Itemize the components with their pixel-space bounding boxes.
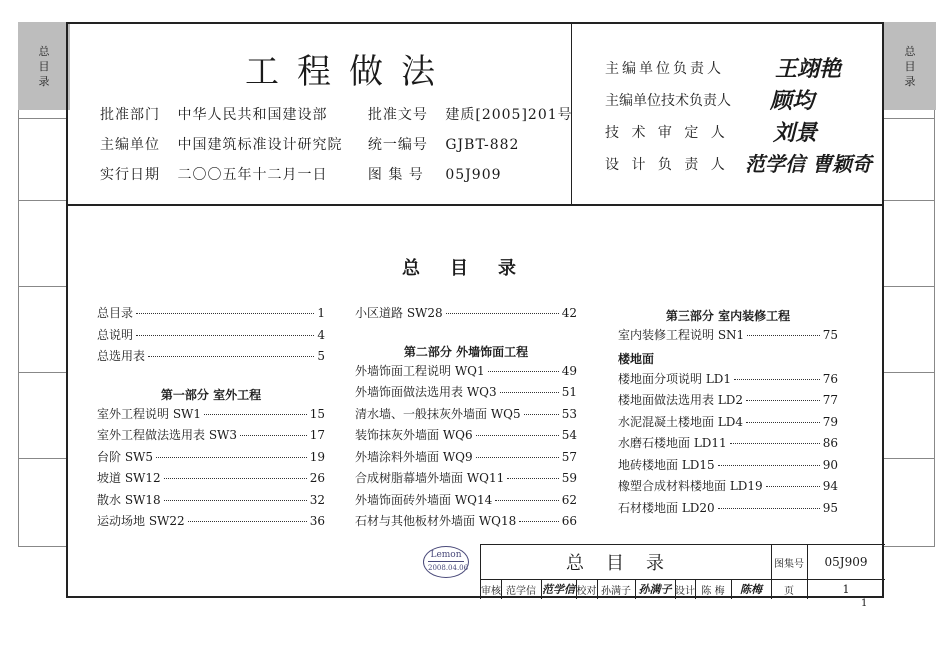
toc-entry[interactable] — [618, 456, 838, 478]
footer-page-number: 1 — [861, 598, 868, 609]
leader-dots — [476, 435, 559, 436]
side-guide-line — [18, 200, 66, 201]
leader-dots — [730, 443, 820, 444]
side-tab-char: 录 — [38, 74, 50, 88]
document-title: 工程做法 — [245, 52, 453, 92]
side-tab-char: 录 — [904, 74, 916, 88]
page-number: 1 — [842, 582, 850, 596]
leader-dots — [188, 521, 307, 522]
signature: 刘景 — [773, 120, 818, 146]
approval-meta — [100, 104, 573, 194]
side-tab-right — [884, 22, 936, 110]
leader-dots — [507, 478, 558, 479]
role-label: 主编单位负责人 — [605, 61, 724, 77]
toc-entry[interactable] — [355, 405, 577, 427]
toc-entry-page: 32 — [309, 492, 325, 507]
spacer — [355, 326, 577, 338]
toc-entry-page: 66 — [561, 514, 577, 528]
toc-entry[interactable] — [618, 391, 838, 413]
toc-entry-title: 外墙涂料外墙面 WQ9 — [355, 449, 473, 464]
designer-name: 陈 梅 — [701, 585, 725, 597]
meta-label: 图 集 号 — [367, 167, 424, 183]
leader-dots — [164, 500, 307, 501]
side-tab-left — [18, 22, 70, 110]
toc-entry-page: 17 — [309, 428, 325, 442]
leader-dots — [148, 356, 314, 357]
leader-dots — [136, 335, 314, 336]
checker-name: 孙满子 — [601, 585, 631, 597]
meta-value: 中国建筑标准设计研究院 — [177, 137, 343, 153]
signature: 顾均 — [770, 88, 815, 114]
meta-value: GJBT-882 — [445, 137, 520, 153]
toc-entry-title: 水泥混凝土楼地面 LD4 — [618, 414, 744, 429]
section-heading: 第二部分 外墙饰面工程 — [403, 344, 529, 359]
toc-entry-page: 5 — [317, 349, 325, 363]
toc-entry[interactable] — [97, 448, 325, 470]
side-guide-line — [884, 200, 934, 201]
side-guide-line — [18, 118, 66, 119]
leader-dots — [766, 486, 820, 487]
toc-entry-page: 95 — [822, 500, 838, 515]
stamp-date: 2008.04.06 — [428, 561, 464, 574]
toc-entry-page: 54 — [561, 428, 577, 442]
toc-entry-title: 室外工程说明 SW1 — [97, 406, 202, 421]
toc-entry[interactable] — [618, 413, 838, 435]
side-tab-char: 目 — [38, 59, 50, 73]
toc-entry-page: 77 — [822, 393, 838, 407]
toc-entry-title: 运动场地 SW22 — [97, 514, 185, 528]
meta-label: 实行日期 — [100, 167, 160, 183]
leader-dots — [500, 392, 559, 393]
toc-title: 总目录 — [402, 258, 546, 279]
role-label: 主编单位技术负责人 — [605, 93, 731, 109]
toc-entry-page: 49 — [561, 363, 577, 378]
toc-entry-title: 总目录 — [97, 306, 134, 320]
side-guide-line — [18, 458, 66, 459]
toc-entry-page: 62 — [561, 492, 577, 507]
toc-entry-page: 79 — [822, 414, 838, 429]
toc-entry[interactable] — [97, 469, 325, 491]
toc-entry[interactable] — [355, 426, 577, 448]
toc-entry[interactable] — [618, 477, 838, 499]
toc-entry-title: 石材楼地面 LD20 — [618, 500, 715, 515]
role-row — [605, 58, 875, 90]
toc-entry-title: 散水 SW18 — [97, 492, 161, 507]
review-label: 审核 — [481, 585, 501, 597]
toc-column-3 — [618, 302, 838, 520]
side-guide-line — [18, 372, 66, 373]
role-row — [605, 90, 875, 122]
stamp-name: Lemon — [430, 550, 462, 560]
leader-dots — [156, 457, 307, 458]
leader-dots — [476, 457, 559, 458]
toc-entry-page: 75 — [822, 328, 838, 342]
toc-entry-page: 36 — [309, 514, 325, 528]
header-divider — [66, 204, 884, 206]
meta-row — [100, 104, 573, 134]
toc-entry-page: 53 — [561, 406, 577, 421]
toc-entry[interactable] — [97, 491, 325, 513]
leader-dots — [136, 313, 314, 314]
toc-entry-title: 台阶 SW5 — [97, 449, 154, 464]
subsection-heading: 楼地面 — [618, 351, 655, 366]
toc-entry[interactable] — [355, 512, 577, 534]
role-label: 技 术 审 定 人 — [605, 125, 729, 141]
toc-entry-page: 51 — [561, 385, 577, 399]
page-label: 页 — [784, 585, 794, 597]
toc-entry-title: 室内装修工程说明 SN1 — [618, 328, 745, 342]
leader-dots — [746, 400, 820, 401]
section-heading: 第一部分 室外工程 — [160, 387, 262, 402]
leader-dots — [164, 478, 307, 479]
toc-entry-page: 90 — [822, 457, 838, 472]
toc-entry-title: 合成树脂幕墙外墙面 WQ11 — [355, 471, 505, 485]
toc-entry-title: 外墙饰面工程说明 WQ1 — [355, 363, 485, 378]
toc-entry-page: 4 — [317, 327, 325, 342]
side-guide-line — [884, 546, 934, 547]
toc-entry[interactable] — [355, 304, 577, 326]
designer-signature: 陈梅 — [740, 583, 762, 596]
side-guide-line — [884, 286, 934, 287]
side-guide-line — [934, 110, 935, 547]
leader-dots — [524, 414, 559, 415]
toc-entry[interactable] — [355, 448, 577, 470]
leader-dots — [718, 465, 820, 466]
toc-entry-title: 总选用表 — [97, 349, 146, 363]
meta-label: 统一编号 — [367, 137, 428, 153]
meta-value: 二〇〇五年十二月一日 — [177, 167, 328, 183]
meta-row — [100, 164, 573, 194]
toc-entry-page: 1 — [317, 306, 325, 320]
check-label: 校对 — [576, 585, 597, 597]
signature: 范学信 曹颖奇 — [745, 152, 872, 176]
leader-dots — [495, 500, 558, 501]
toc-entry[interactable] — [97, 512, 325, 534]
toc-entry-title: 外墙饰面砖外墙面 WQ14 — [355, 492, 493, 507]
toc-entry-title: 总说明 — [97, 327, 134, 342]
leader-dots — [747, 335, 820, 336]
side-guide-line — [884, 372, 934, 373]
toc-entry-title: 楼地面做法选用表 LD2 — [618, 393, 744, 407]
leader-dots — [240, 435, 307, 436]
sheet-title: 总目录 — [566, 553, 686, 574]
toc-entry[interactable] — [97, 426, 325, 448]
toc-entry-page: 94 — [822, 479, 838, 493]
side-guide-line — [18, 546, 66, 547]
meta-row — [100, 134, 573, 164]
leader-dots — [718, 508, 820, 509]
side-guide-line — [884, 118, 934, 119]
leader-dots — [519, 521, 558, 522]
role-label: 设 计 负 责 人 — [605, 157, 729, 173]
toc-entry-title: 楼地面分项说明 LD1 — [618, 371, 732, 386]
toc-entry-page: 57 — [561, 449, 577, 464]
toc-entry-title: 清水墙、一般抹灰外墙面 WQ5 — [355, 406, 521, 421]
meta-label: 批准部门 — [100, 107, 160, 123]
side-tab-char: 总 — [904, 44, 916, 58]
responsible-persons — [605, 58, 875, 186]
toc-entry-title: 橡塑合成材料楼地面 LD19 — [618, 479, 763, 493]
section-heading: 第三部分 室内装修工程 — [665, 309, 791, 323]
toc-entry[interactable] — [355, 362, 577, 384]
toc-entry-title: 装饰抹灰外墙面 WQ6 — [355, 428, 473, 442]
meta-value: 建质[2005]201号 — [445, 107, 573, 123]
toc-entry-title: 坡道 SW12 — [97, 471, 161, 485]
atlas-number: 05J909 — [824, 555, 868, 569]
atlas-label: 图集号 — [774, 558, 804, 570]
toc-entry[interactable] — [355, 469, 577, 491]
toc-entry-page: 59 — [561, 471, 577, 485]
meta-value: 中华人民共和国建设部 — [177, 107, 328, 123]
reviewer-signature: 范学信 — [542, 583, 575, 596]
meta-label: 主编单位 — [100, 137, 160, 153]
toc-entry-title: 水磨石楼地面 LD11 — [618, 436, 727, 450]
toc-entry-page: 19 — [309, 449, 325, 464]
toc-entry[interactable] — [97, 405, 325, 427]
side-guide-line — [884, 458, 934, 459]
toc-entry[interactable] — [355, 383, 577, 405]
toc-column-1 — [97, 304, 325, 534]
toc-entry[interactable] — [618, 370, 838, 392]
meta-label: 批准文号 — [367, 107, 428, 123]
leader-dots — [746, 422, 820, 423]
design-label: 设计 — [675, 585, 695, 597]
side-tab-char: 目 — [904, 59, 916, 73]
toc-entry[interactable] — [97, 347, 325, 369]
toc-entry[interactable] — [618, 499, 838, 521]
side-tab-char: 总 — [38, 44, 50, 58]
toc-entry-page: 15 — [309, 406, 325, 421]
toc-entry-page: 86 — [822, 436, 838, 450]
toc-entry-title: 地砖楼地面 LD15 — [618, 457, 715, 472]
toc-entry-page: 42 — [561, 306, 577, 320]
signature: 王翊艳 — [775, 56, 842, 82]
toc-entry[interactable] — [97, 304, 325, 326]
date-stamp — [423, 546, 469, 578]
toc-entry-page: 76 — [822, 371, 838, 386]
toc-column-2 — [355, 304, 577, 534]
reviewer-name: 范学信 — [506, 585, 536, 597]
toc-entry-title: 室外工程做法选用表 SW3 — [97, 428, 238, 442]
leader-dots — [734, 379, 820, 380]
side-guide-line — [18, 110, 19, 547]
leader-dots — [488, 371, 559, 372]
leader-dots — [446, 313, 559, 314]
role-row — [605, 154, 875, 186]
toc-entry-page: 26 — [309, 471, 325, 485]
side-guide-line — [18, 286, 66, 287]
toc-entry-title: 石材与其他板材外墙面 WQ18 — [355, 514, 517, 528]
toc-entry-title: 外墙饰面做法选用表 WQ3 — [355, 385, 497, 399]
checker-signature: 孙满子 — [638, 583, 672, 596]
toc-entry-title: 小区道路 SW28 — [355, 306, 443, 320]
toc-entry[interactable] — [618, 326, 838, 348]
leader-dots — [204, 414, 307, 415]
toc-entry[interactable] — [97, 326, 325, 348]
meta-value: 05J909 — [445, 167, 502, 183]
toc-entry[interactable] — [355, 491, 577, 513]
spacer — [97, 369, 325, 381]
toc-entry[interactable] — [618, 434, 838, 456]
title-block — [480, 544, 885, 599]
